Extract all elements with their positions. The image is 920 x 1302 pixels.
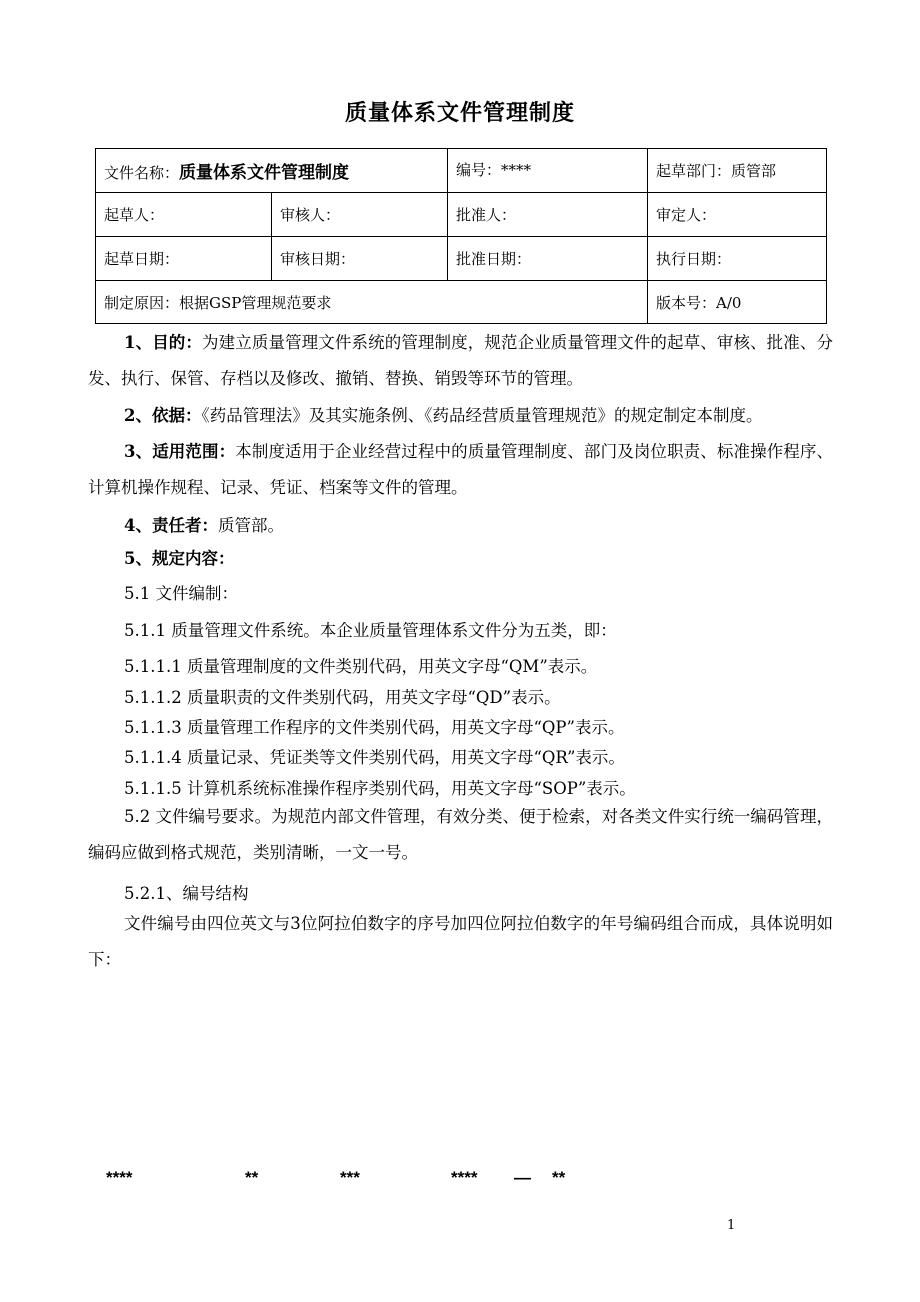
finalizer-field: 审定人： [648,193,827,237]
drafter-field: 起草人： [96,193,272,237]
clause-5-1-1-4: 5.1.1.4 质量记录、凭证类等文件类别代码，用英文字母“QR”表示。 [124,748,625,767]
code-part-5: ** [552,1168,566,1187]
section-responsible-text: 质管部。 [217,516,284,535]
clause-5-1-1-1: 5.1.1.1 质量管理制度的文件类别代码，用英文字母“QM”表示。 [124,657,598,676]
section-basis-text: 《药品管理法》及其实施条例、《药品经营质量管理规范》的规定制定本制度。 [201,406,763,425]
section-scope-heading: 3、适用范围： [124,442,236,461]
code-part-1: **** [106,1168,133,1187]
section-responsible-heading: 4、责任者： [124,516,218,535]
clause-5-2-1: 5.2.1、编号结构 [124,884,249,903]
file-name-value: 质量体系文件管理制度 [179,163,350,183]
code-description: 文件编号由四位英文与3位阿拉伯数字的序号加四位阿拉伯数字的年号编码组合而成，具体说明如下： [88,914,833,969]
exec-date-field: 执行日期： [648,237,827,281]
approver-field: 批准人： [448,193,648,237]
clause-5-1-1-3: 5.1.1.3 质量管理工作程序的文件类别代码，用英文字母“QP”表示。 [124,718,625,737]
section-basis [88,398,833,434]
reason-field: 制定原因：根据GSP管理规范要求 [96,281,648,324]
reviewer-field: 审核人： [272,193,448,237]
approve-date-field: 批准日期： [448,237,648,281]
draft-department: 起草部门：质管部 [648,149,827,193]
section-content-heading: 5、规定内容： [124,549,235,568]
version-field: 版本号：A/0 [648,281,827,324]
section-scope-text: 本制度适用于企业经营过程中的质量管理制度、部门及岗位职责、标准操作程序、计算机操作规程、记录、凭证、档案等文件的管理。 [88,442,833,497]
file-name-label: 文件名称： [104,164,180,182]
draft-date-field: 起草日期： [96,237,272,281]
section-responsible [88,508,833,544]
clause-5-1-1: 5.1.1 质量管理文件系统。本企业质量管理体系文件分为五类，即： [124,621,617,640]
section-basis-heading: 2、依据： [124,406,202,425]
section-purpose-text: 为建立质量管理文件系统的管理制度，规范企业质量管理文件的起草、审核、批准、分发、执行、保管、存档以及修改、撤销、替换、销毁等环节的管理。 [88,333,834,388]
document-header-table [95,148,827,324]
clause-5-1-1-5: 5.1.1.5 计算机系统标准操作程序类别代码，用英文字母“SOP”表示。 [124,779,636,798]
code-part-4: **** [451,1168,478,1187]
code-dash: — [514,1168,531,1187]
clause-5-1-1-2: 5.1.1.2 质量职责的文件类别代码，用英文字母“QD”表示。 [124,688,561,707]
section-purpose [88,325,833,397]
review-date-field: 审核日期： [272,237,448,281]
document-number: 编号：**** [448,149,648,193]
code-part-2: ** [245,1168,259,1187]
document-title: 质量体系文件管理制度 [344,100,575,126]
section-scope [88,434,833,506]
clause-5-1: 5.1 文件编制： [124,584,238,603]
section-purpose-heading: 1、目的： [124,333,203,352]
page-number: 1 [727,1218,736,1233]
clause-5-2: 5.2 文件编号要求。为规范内部文件管理，有效分类、便于检索，对各类文件实行统一编码管理，编码应做到格式规范，类别清晰，一文一号。 [88,807,833,862]
file-name-cell [96,149,448,193]
code-part-3: *** [340,1168,360,1187]
